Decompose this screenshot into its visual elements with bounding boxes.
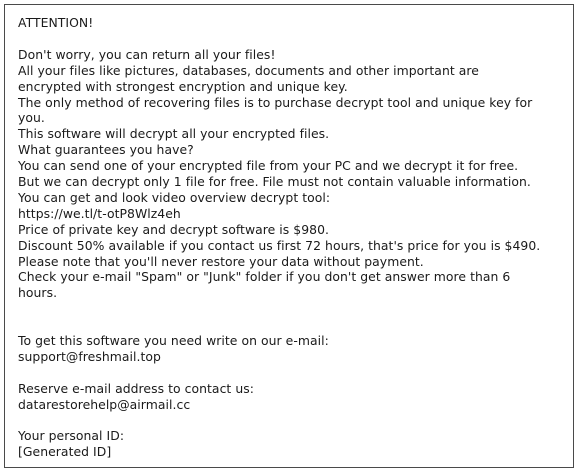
blank-line <box>18 365 568 381</box>
ransom-note-frame <box>4 4 574 468</box>
note-line: What guarantees you have? <box>18 142 194 158</box>
note-line: The only method of recovering files is to purchase decrypt tool and unique key for <box>18 94 533 110</box>
personal-id-label: Your personal ID: <box>18 428 125 444</box>
blank-line <box>18 301 568 317</box>
blank-line <box>18 317 568 333</box>
note-line: You can send one of your encrypted file from your PC and we decrypt it for free. <box>18 158 519 174</box>
blank-line <box>18 31 568 47</box>
note-line: You can get and look video overview decrypt tool: <box>18 189 331 205</box>
reserve-label: Reserve e-mail address to contact us: <box>18 380 254 396</box>
reserve-email: datarestorehelp@airmail.cc <box>18 396 191 412</box>
note-line: Please note that you'll never restore your data without payment. <box>18 253 424 269</box>
blank-line <box>18 413 568 429</box>
contact-email: support@freshmail.top <box>18 348 161 364</box>
note-line: Discount 50% available if you contact us first 72 hours, that's price for you is $490. <box>18 237 541 253</box>
contact-label: To get this software you need write on our e-mail: <box>18 333 329 349</box>
note-line: But we can decrypt only 1 file for free. File must not contain valuable information. <box>18 174 531 190</box>
video-link-url: https://we.tl/t-otP8Wlz4eh <box>18 205 181 221</box>
note-line: Price of private key and decrypt software is $980. <box>18 221 330 237</box>
note-line: Check your e-mail "Spam" or "Junk" folder if you don't get answer more than 6 <box>18 269 511 285</box>
note-line: Don't worry, you can return all your files! <box>18 46 276 62</box>
note-line: hours. <box>18 285 58 301</box>
personal-id-value: [Generated ID] <box>18 444 112 460</box>
note-heading: ATTENTION! <box>18 15 94 30</box>
note-line: This software will decrypt all your encrypted files. <box>18 126 330 142</box>
note-line: encrypted with strongest encryption and unique key. <box>18 78 348 94</box>
note-line: you. <box>18 110 45 126</box>
note-line: All your files like pictures, databases, documents and other important are <box>18 62 479 78</box>
ransom-note-text <box>18 15 568 460</box>
